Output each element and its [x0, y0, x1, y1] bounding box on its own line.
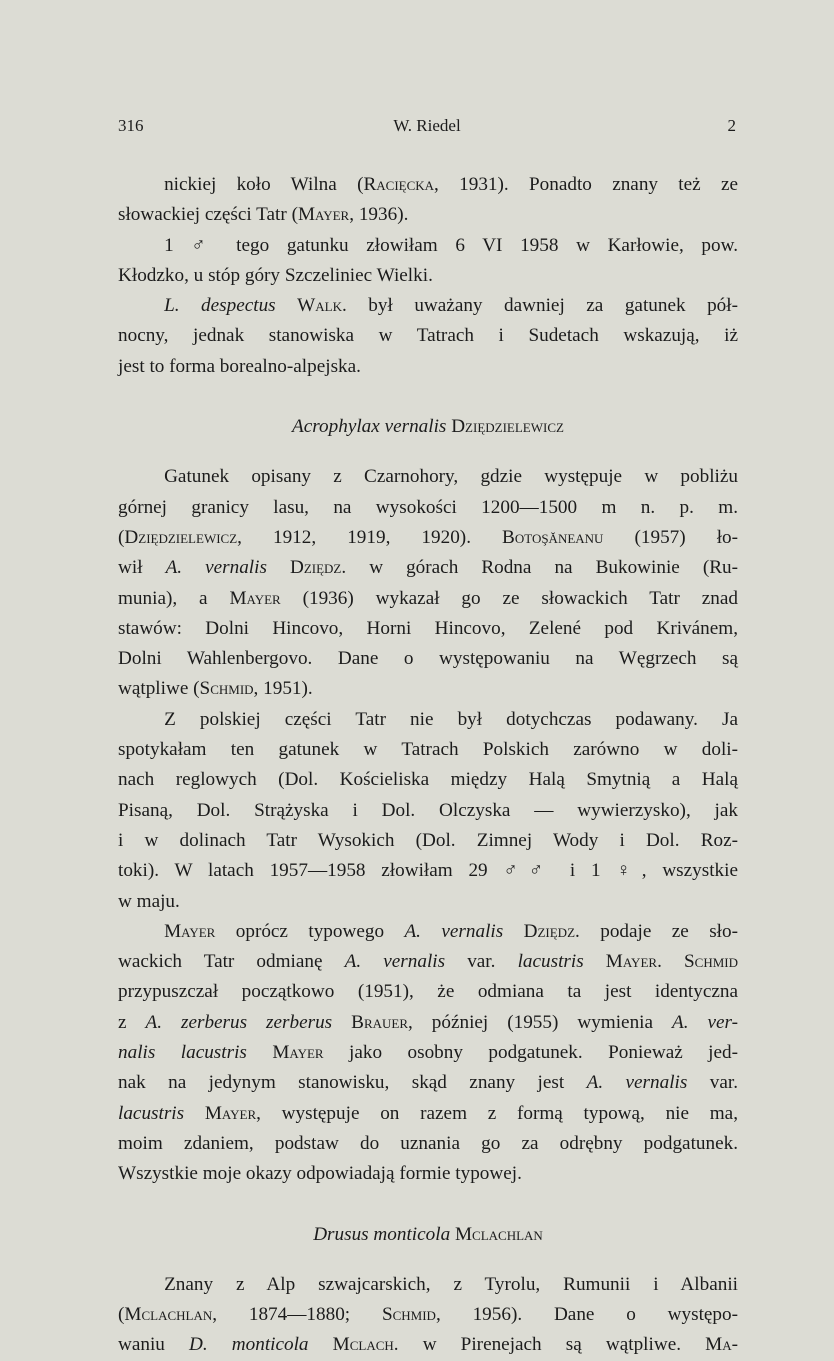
- text-line: wackich Tatr odmianę A. vernalis var. lacustris Mayer. Schmid: [118, 951, 738, 973]
- text-line: Z polskiej części Tatr nie był dotychczas podawany. Ja: [164, 708, 738, 730]
- text-line: spotykałam ten gatunek w Tatrach Polskich zarówno w doli-: [118, 739, 738, 761]
- text-line: z A. zerberus zerberus Brauer, później (1955) wymienia A. ver-: [118, 1011, 738, 1033]
- text-line: jest to forma borealno-alpejska.: [118, 355, 361, 377]
- text-line: przypuszczał początkowo (1951), że odmiana ta jest identyczna: [118, 981, 738, 1003]
- text-line: Gatunek opisany z Czarnohory, gdzie występuje w pobliżu: [164, 466, 738, 488]
- text-line: waniu D. monticola Mclach. w Pirenejach są wątpliwe. Ma-: [118, 1334, 738, 1356]
- text-line: Pisaną, Dol. Strążyska i Dol. Olczyska — wywierzysko), jak: [118, 799, 738, 821]
- text-line: górnej granicy lasu, na wysokości 1200—1500 m n. p. m.: [118, 496, 738, 518]
- paragraph: [118, 1270, 738, 1361]
- paragraph: [118, 291, 738, 382]
- text-line: i w dolinach Tatr Wysokich (Dol. Zimnej Wody i Dol. Roz-: [118, 829, 738, 851]
- text-line: Dolni Wahlenbergovo. Dane o występowaniu na Węgrzech są: [118, 648, 738, 670]
- section-heading: Acrophylax vernalis Dziędzielewicz: [292, 416, 564, 438]
- text-line: słowackiej części Tatr (Mayer, 1936).: [118, 204, 409, 226]
- text-line: nalis lacustris Mayer jako osobny podgatunek. Ponieważ jed-: [118, 1042, 739, 1064]
- text-line: nocny, jednak stanowiska w Tatrach i Sudetach wskazują, iż: [118, 325, 738, 347]
- text-line: 1 ♂ tego gatunku złowiłam 6 VI 1958 w Karłowie, pow.: [164, 234, 738, 256]
- text-line: L. despectus Walk. był uważany dawniej za gatunek pół-: [164, 295, 738, 317]
- section-heading: Drusus monticola Mclachlan: [313, 1223, 543, 1245]
- text-line: wił A. vernalis Dziędz. w górach Rodna na Bukowinie (Ru-: [118, 557, 738, 579]
- text-line: stawów: Dolni Hincovo, Horni Hincovo, Zelené pod Krivánem,: [118, 617, 738, 639]
- text-line: nach reglowych (Dol. Kościeliska między Halą Smytnią a Halą: [118, 769, 738, 791]
- text-line: toki). W latach 1957—1958 złowiłam 29 ♂♂ i 1 ♀, wszystkie: [118, 860, 738, 882]
- text-line: w maju.: [118, 890, 180, 912]
- text-line: munia), a Mayer (1936) wykazał go ze słowackich Tatr znad: [118, 587, 738, 609]
- text-line: Mayer oprócz typowego A. vernalis Dziędz. podaje ze sło-: [164, 920, 738, 942]
- paragraph: [118, 917, 738, 1190]
- page-body: [118, 170, 738, 1361]
- text-line: nak na jedynym stanowisku, skąd znany jest A. vernalis var.: [118, 1072, 738, 1094]
- paragraph: [118, 170, 738, 231]
- paragraph: [118, 231, 738, 292]
- running-title: W. Riedel: [393, 116, 461, 135]
- page-number: 316: [118, 116, 144, 135]
- text-line: nickiej koło Wilna (Racięcka, 1931). Ponadto znany też ze: [164, 174, 739, 195]
- text-line: Kłodzko, u stóp góry Szczeliniec Wielki.: [118, 264, 433, 286]
- text-line: Wszystkie moje okazy odpowiadają formie typowej.: [118, 1163, 522, 1185]
- text-line: wątpliwe (Schmid, 1951).: [118, 678, 313, 700]
- text-line: Znany z Alp szwajcarskich, z Tyrolu, Rumunii i Albanii: [164, 1273, 738, 1295]
- page-header: [118, 116, 736, 140]
- text-line: (Mclachlan, 1874—1880; Schmid, 1956). Dane o występo-: [118, 1304, 738, 1326]
- text-line: moim zdaniem, podstaw do uznania go za odrębny podgatunek.: [118, 1132, 738, 1154]
- paragraph: [118, 462, 738, 704]
- paragraph: [118, 705, 738, 917]
- text-line: (Dziędzielewicz, 1912, 1919, 1920). Botoşăneanu (1957) ło-: [118, 526, 739, 548]
- text-line: lacustris Mayer, występuje on razem z formą typową, nie ma,: [118, 1102, 738, 1124]
- column-number: 2: [727, 116, 736, 135]
